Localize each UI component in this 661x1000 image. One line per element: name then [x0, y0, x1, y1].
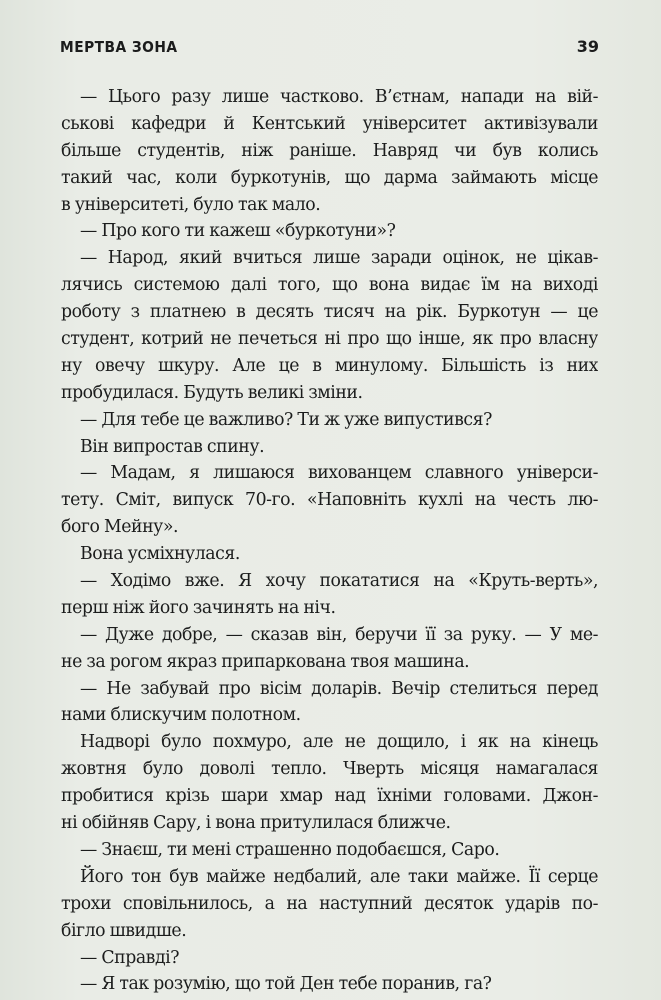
text-line: бого Мейну». — [61, 517, 179, 538]
text-line: — Справді? — [80, 947, 180, 968]
text-line: — Дуже добре, — сказав він, беручи її за руку. — У ме- — [80, 624, 598, 645]
text-line: Надворі було похмуро, але не дощило, і як на кінець — [80, 732, 598, 753]
text-line: — Не забувай про вісім доларів. Вечір стелиться перед — [80, 678, 598, 699]
text-line: такий час, коли буркотунів, що дарма займають місце — [61, 167, 598, 188]
text-line: лячись системою далі того, що вона видає їм на виході — [61, 275, 598, 296]
text-line: студент, котрий не печеться ні про що інше, як про власну — [61, 329, 598, 350]
text-line: роботу з платнею в десять тисяч на рік. Буркотун — це — [61, 302, 598, 323]
body-text — [61, 84, 598, 998]
text-line: перш ніж його зачинять на ніч. — [61, 597, 336, 618]
text-line: ні обійняв Сару, і вона притулилася ближче. — [61, 813, 451, 834]
text-line: більше студентів, ніж раніше. Навряд чи був колись — [61, 140, 598, 161]
text-line: нами блискучим полотном. — [61, 705, 301, 726]
text-line: — Знаєш, ти мені страшенно подобаєшся, Саро. — [80, 839, 500, 860]
text-line: ськові кафедри й Кентський університет активізували — [61, 113, 598, 134]
text-line: — Про кого ти кажеш «буркотуни»? — [80, 221, 396, 242]
running-title: МЕРТВА ЗОНА — [60, 38, 178, 56]
text-line: — Для тебе це важливо? Ти ж уже випустився? — [80, 409, 492, 430]
text-line: Вона усміхнулася. — [80, 544, 240, 565]
text-line: Його тон був майже недбалий, але таки майже. Її серце — [80, 866, 598, 887]
text-line: трохи сповільнилось, а на наступний десяток ударів по- — [61, 893, 598, 914]
text-line: тету. Сміт, випуск 70-го. «Наповніть кухлі на честь лю- — [61, 490, 598, 511]
text-line: — Народ, який вчиться лише заради оцінок, не цікав- — [80, 248, 598, 269]
text-line: жовтня було доволі тепло. Чверть місяця намагалася — [61, 759, 598, 780]
text-line: — Цього разу лише частково. В’єтнам, напади на вій- — [80, 87, 598, 107]
text-line: — Я так розумію, що той Ден тебе поранив, га? — [80, 974, 492, 995]
text-line: бігло швидше. — [61, 920, 187, 941]
page-number: 39 — [576, 37, 599, 56]
text-line: не за рогом якраз припаркована твоя машина. — [61, 651, 470, 672]
text-line: пробитися крізь шари хмар над їхніми головами. Джон- — [61, 786, 598, 807]
text-line: ну овечу шкуру. Але це в минулому. Більшість із них — [61, 355, 598, 376]
text-line: Він випростав спину. — [80, 436, 265, 457]
text-line: пробудилася. Будуть великі зміни. — [61, 382, 363, 403]
text-line: — Ходімо вже. Я хочу покататися на «Круть-верть», — [80, 571, 598, 592]
text-line: — Мадам, я лишаюся вихованцем славного універси- — [80, 463, 598, 484]
text-line: в університеті, було так мало. — [61, 194, 321, 215]
